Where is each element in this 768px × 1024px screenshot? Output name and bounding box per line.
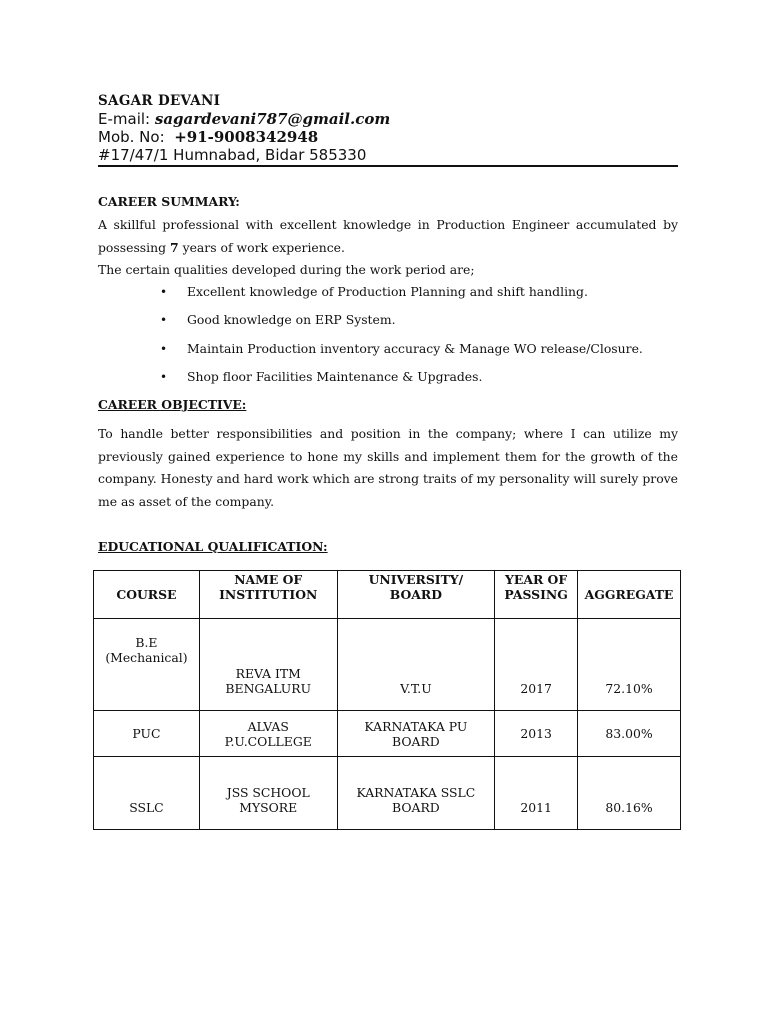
institution-name: REVA ITM xyxy=(235,666,301,681)
career-summary-intro xyxy=(98,213,678,259)
summary-intro-text: A skillful professional with excellent knowledge in Production Engineer accumulated by possessing xyxy=(98,217,678,255)
mobile-number: +91-9008342948 xyxy=(174,128,319,146)
col-board-header-line2: BOARD xyxy=(389,587,442,602)
institution-city: P.U.COLLEGE xyxy=(224,733,312,749)
candidate-name: SAGAR DEVANI xyxy=(98,93,221,109)
institution-city: BENGALURU xyxy=(225,681,312,696)
summary-intro-end: years of work experience. xyxy=(182,240,345,255)
course-cell: SSLC xyxy=(94,757,200,830)
institution-cell xyxy=(199,757,337,830)
education-table xyxy=(93,570,681,830)
list-item-text: Excellent knowledge of Production Planning and shift handling. xyxy=(187,284,588,299)
col-board-header-line1: UNIVERSITY/ xyxy=(368,572,464,587)
mobile-line xyxy=(98,128,678,146)
education-heading: EDUCATIONAL QUALIFICATION: xyxy=(98,539,328,554)
col-board-header xyxy=(337,571,495,619)
col-course-header: COURSE xyxy=(94,571,200,619)
board-name-line2: BOARD xyxy=(392,733,440,749)
aggregate-cell: 83.00% xyxy=(578,711,681,757)
table-row xyxy=(94,757,681,830)
col-year-header-line1: YEAR OF xyxy=(505,572,568,587)
mobile-label: Mob. No: xyxy=(98,128,165,146)
bullet-icon: • xyxy=(160,285,168,299)
institution-name: JSS SCHOOL xyxy=(226,785,310,800)
course-name: B.E xyxy=(135,635,158,650)
board-cell: V.T.U xyxy=(337,619,495,711)
table-header-row xyxy=(94,571,681,619)
table-row xyxy=(94,711,681,757)
bullet-icon: • xyxy=(160,341,168,356)
qualities-list xyxy=(160,284,680,397)
summary-years: 7 xyxy=(170,240,179,255)
list-item xyxy=(160,284,680,312)
career-objective-text: To handle better responsibilities and position in the company; where I can utilize my previously gained experience to hone my skills and implement them for the growth of the company. Honesty and hard work which are strong traits of my personality will surely prove me as asset of the company. xyxy=(98,426,678,509)
board-name: KARNATAKA PU xyxy=(364,718,468,734)
col-aggregate-header: AGGREGATE xyxy=(578,571,681,619)
course-cell: PUC xyxy=(94,711,200,757)
list-item xyxy=(160,341,680,369)
year-cell: 2017 xyxy=(495,619,578,711)
email-label: E-mail: xyxy=(98,110,151,128)
email-line xyxy=(98,110,678,128)
list-item-text: Good knowledge on ERP System. xyxy=(187,312,396,328)
list-item-text: Shop floor Facilities Maintenance & Upgrades. xyxy=(187,368,483,384)
col-institution-header-line2: INSTITUTION xyxy=(219,587,318,602)
board-cell xyxy=(337,711,495,757)
institution-cell xyxy=(199,619,337,711)
career-objective-heading: CAREER OBJECTIVE: xyxy=(98,397,247,412)
board-cell xyxy=(337,757,495,830)
list-item xyxy=(160,312,680,340)
col-year-header-line2: PASSING xyxy=(504,587,568,602)
list-item xyxy=(160,369,680,397)
aggregate-cell: 80.16% xyxy=(578,757,681,830)
email-address[interactable]: sagardevani787@gmail.com xyxy=(154,110,391,128)
aggregate-cell: 72.10% xyxy=(578,619,681,711)
col-institution-header-line1: NAME OF xyxy=(234,572,303,587)
year-cell: 2013 xyxy=(495,711,578,757)
header-divider xyxy=(98,165,678,167)
board-name-line2: BOARD xyxy=(392,800,440,815)
career-summary-heading: CAREER SUMMARY: xyxy=(98,194,240,209)
institution-cell xyxy=(199,711,337,757)
bullet-icon: • xyxy=(160,369,168,384)
table-row xyxy=(94,619,681,711)
contact-header xyxy=(98,92,678,164)
qualities-intro: The certain qualities developed during the work period are; xyxy=(98,262,475,277)
bullet-icon: • xyxy=(160,313,168,328)
institution-city: MYSORE xyxy=(239,800,298,815)
year-cell: 2011 xyxy=(495,757,578,830)
institution-name: ALVAS xyxy=(247,718,289,734)
list-item-text: Maintain Production inventory accuracy & Manage WO release/Closure. xyxy=(187,340,643,356)
col-institution-header xyxy=(199,571,337,619)
course-cell xyxy=(94,619,200,711)
col-year-header xyxy=(495,571,578,619)
board-name: KARNATAKA SSLC xyxy=(356,785,476,800)
address-line: #17/47/1 Humnabad, Bidar 585330 xyxy=(98,146,367,164)
course-branch: (Mechanical) xyxy=(105,650,188,665)
